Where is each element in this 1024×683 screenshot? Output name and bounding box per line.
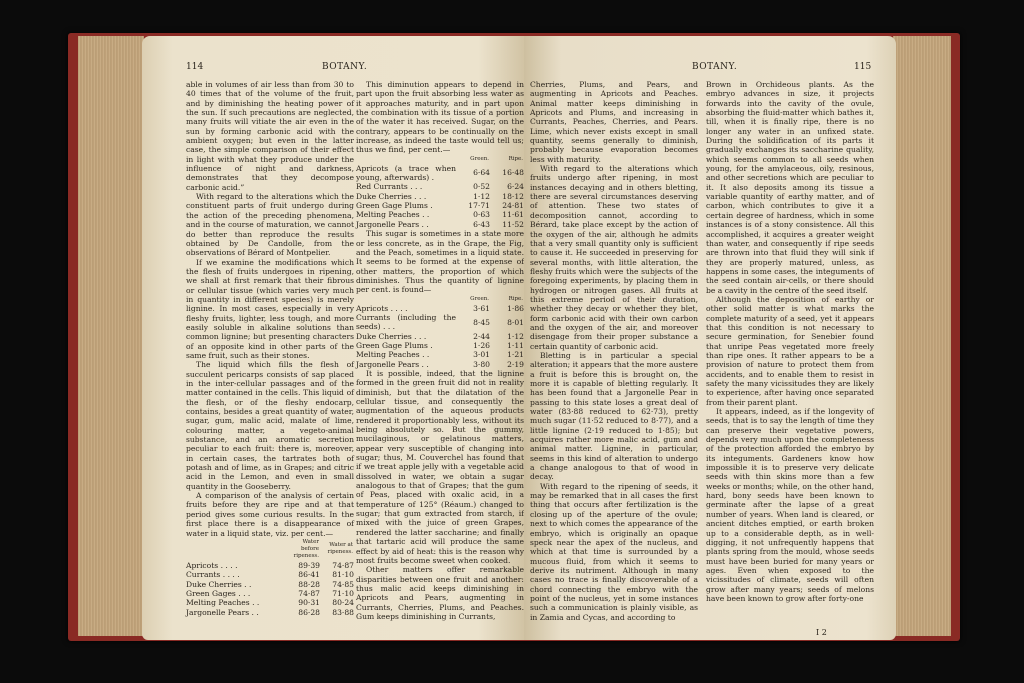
table-cell: 0·52: [473, 182, 490, 192]
table-cell: 6·64: [473, 168, 490, 178]
table-row: [356, 192, 524, 201]
paragraph: With regard to the alterations which fruits undergo after ripening, in most instances decaying and in others bletting, there are several circumstances deserving of attention. These two states of decomposition cannot, according to Bérard, take place except by the action of the oxygen of the air, although he admits that a very small quantity only is sufficient to cause it. He succeeded in preserving for several months, with little alteration, the fleshy fruits which were the subjects of the foregoing experiments, by placing them in hydrogen or nitrogen gases. All fruits at this extreme period of their duration, whether they decay or whether they blet, form carbonic acid with their own carbon and the oxygen of the air, and moreover disengage from their proper substance a certain quantity of carbonic acid.: [530, 164, 698, 351]
water-table: [186, 538, 354, 617]
table-cell: 81·10: [332, 570, 354, 580]
paragraph: Other matters offer remarkable disparities between one fruit and another: thus malic acid keeps diminishing in Apricots and Pears, augmenting in Currants, Cherries, Plums, and Peaches. Gum keeps diminishing in Currants,: [356, 565, 524, 621]
table-cell: 11·52: [502, 219, 524, 229]
table-row: [186, 561, 354, 570]
table-row: [356, 341, 524, 350]
table-cell: 1·12: [507, 331, 524, 341]
paragraph: It is possible, indeed, that the lignine formed in the green fruit did not in reality diminish, but that the dilatation of the cellular tissue, and consequently the augmentation of the aqueous products rendered it proportionably less, without its being absolutely so. But the gummy, mucilaginous, or gelatinous matters, appear very susceptible of changing into sugar; thus, M. Couverchel has found that if we treat apple jelly with a vegetable acid dissolved in water, we obtain a sugar analogous to that of Grapes; that the gum of Peas, placed with oxalic acid, in a temperature of 125° (Réaum.) changed to sugar; that gum extracted from starch, if mixed with the juice of green Grapes, rendered the latter saccharine; and finally that tartaric acid will produce the same effect by aid of heat: this is the reason why most fruits become sweet when cooked.: [356, 368, 524, 565]
table-cell: Apricots . . . .: [186, 560, 238, 570]
left-column-2: [356, 80, 524, 621]
table-row: [356, 350, 524, 359]
table-row: [356, 332, 524, 341]
table-row: [186, 580, 354, 589]
paragraph: With regard to the alterations which the constituent parts of fruit undergo during the action of the preceding phenomena, and in the course of maturation, we cannot do better than reproduce the results obtained by De Candolle, from the observations of Bérard of Montpelier.: [186, 192, 354, 258]
table-cell: Green Gages . . .: [186, 588, 251, 598]
table-cell: Green Gage Plums .: [356, 201, 433, 211]
table-row: [356, 164, 524, 183]
sugar-table: [356, 155, 524, 229]
table-cell: 17·71: [468, 201, 490, 211]
paragraph: With regard to the ripening of seeds, it may be remarked that in all cases the first thing that occurs after fertilization is the closing up of the aperture of the ovule; next to which comes the appearance of the embryo, which is originally an opaque speck near the apex of the nucleus, and which at that time is surrounded by a mucous fluid, from which it seems to derive its nutriment. Although in many cases no trace is finally discoverable of a chord connecting the embryo with the point of the nucleus, yet in some instances such a communication is plainly visible, as in Zamia and Cycas, and according to: [530, 481, 698, 622]
table-row: [356, 210, 524, 219]
table-header: Green.: [470, 155, 489, 162]
table-cell: 89·39: [298, 560, 320, 570]
paragraph: A comparison of the analysis of certain fruits before they are ripe and at that period gives some curious results. In the first place there is a disappearance of water in a liquid state, viz. per cent.—: [186, 491, 354, 538]
left-column-1: [186, 80, 354, 617]
paragraph: Cherries, Plums, and Pears, and augmenting in Apricots and Peaches. Animal matter keeps diminishing in Apricots and Plums, and increasing in Currants, Peaches, Cherries, and Pears. Lime, which never exists except in small quantity, seems generally to diminish, probably because evaporation becomes less with maturity.: [530, 80, 698, 164]
table-cell: Currants . . . .: [186, 570, 240, 580]
table-header: Green.: [470, 295, 489, 302]
table-cell: 2·19: [507, 359, 524, 369]
table-row: [356, 220, 524, 229]
table-cell: Jargonelle Pears . .: [356, 219, 429, 229]
table-cell: 18·12: [502, 191, 524, 201]
paragraph: This diminution appears to depend in part upon the fruit absorbing less water as it approaches maturity, and in part upon the combination with its tissue of a portion of the water it has received. Sugar, on the contrary, appears to be continually on the increase, as indeed the taste would tell us; thus we find, per cent.—: [356, 80, 524, 155]
table-row: [186, 570, 354, 579]
table-header: Ripe.: [508, 295, 523, 302]
table-cell: 74·85: [332, 579, 354, 589]
table-cell: 3·80: [473, 359, 490, 369]
paragraph: Brown in Orchideous plants. As the embryo advances in size, it projects forwards into the cavity of the ovule, absorbing the fluid-matter which bathes it, till, when it is finally ripe, there is no longer any water in an unfixed state. During the solidification of its parts it gradually exchanges its saccharine quality, which seems common to all seeds when young, for the amylaceous, oily, resinous, and other secretions which are peculiar to it. It also deposits among its tissue a variable quantity of earthy matter, and of carbon, which contributes to give it a certain degree of hardness, which in some instances is of a stony consistence. All this accomplished, it acquires a greater weight than water, and consequently if ripe seeds are thrown into that fluid they will sink if they are properly matured, unless, as happens in some cases, the integuments of the seed contain air-cells, or there should be a cavity in the centre of the seed itself.: [706, 80, 874, 295]
running-head: BOTANY.: [692, 62, 738, 72]
table-cell: Melting Peaches . .: [356, 210, 430, 220]
table-cell: 24·81: [502, 201, 524, 211]
table-cell: Duke Cherries . .: [186, 579, 252, 589]
table-cell: 6·24: [507, 182, 524, 192]
table-cell: Red Currants . . .: [356, 182, 423, 192]
table-cell: 16·48: [502, 168, 524, 178]
table-cell: 74·87: [332, 560, 354, 570]
paragraph: Although the deposition of earthy or other solid matter is what marks the complete maturity of a seed, yet it appears that this condition is not necessary to secure germination, for Senebier found that unripe Peas vegetated more freely than ripe ones. It rather appears to be a provision of nature to protect them from accidents, and to enable them to resist in safety the many vicissitudes they are likely to experience, after having once separated from their parent plant.: [706, 294, 874, 407]
table-cell: Currants (including the seeds) . . .: [356, 312, 456, 332]
table-cell: 2·44: [473, 331, 490, 341]
page-number: 114: [186, 62, 204, 72]
table-row: [186, 589, 354, 598]
table-cell: Melting Peaches . .: [356, 350, 430, 360]
table-cell: 8·01: [507, 317, 524, 327]
table-row: [356, 201, 524, 210]
table-cell: 3·01: [473, 350, 490, 360]
table-cell: 80·24: [332, 598, 354, 608]
page-edges-left: [78, 36, 144, 636]
lignine-table: [356, 295, 524, 369]
paragraph: It appears, indeed, as if the longevity of seeds, that is to say the length of time they can preserve their vegetative powers, depends very much upon the completeness of the protection afforded the embryo by its integuments. Gardeners know how impossible it is to preserve very delicate seeds with thin skins more than a few weeks or months; while, on the other hand, hard, bony seeds have been known to germinate after the lapse of a great number of years. When land is cleared, or ancient ditches emptied, or earth broken up to a considerable depth, as in well-digging, it not unfrequently happens that plants spring from the mould, whose seeds must have been buried for many years or ages. Even when exposed to the vicissitudes of climate, seeds will often grow after many years; seeds of melons have been known to grow after forty-one: [706, 407, 874, 603]
table-cell: Jargonelle Pears . .: [356, 359, 429, 369]
table-row: [186, 598, 354, 607]
table-row: [356, 360, 524, 369]
table-cell: 6·43: [473, 219, 490, 229]
right-page: [524, 36, 896, 640]
table-cell: Melting Peaches . .: [186, 598, 260, 608]
table-cell: 1·12: [473, 191, 490, 201]
table-header: Water at ripeness.: [327, 542, 353, 556]
table-cell: 86·28: [298, 607, 320, 617]
table-header: Ripe.: [508, 155, 523, 162]
signature-mark: I 2: [816, 628, 827, 637]
table-cell: Duke Cherries . . .: [356, 191, 427, 201]
table-cell: 11·61: [502, 210, 524, 220]
table-row: [356, 313, 524, 332]
table-cell: 71·10: [332, 588, 354, 598]
table-header: Water before ripeness.: [293, 538, 319, 559]
right-column-1: [530, 80, 698, 622]
table-cell: 74·87: [298, 588, 320, 598]
table-row: [186, 608, 354, 617]
page-edges-right: [893, 36, 951, 636]
table-cell: 90·31: [298, 598, 320, 608]
table-cell: Jargonelle Pears . .: [186, 607, 259, 617]
table-cell: 83·88: [332, 607, 354, 617]
table-cell: 0·63: [473, 210, 490, 220]
page-number: 115: [854, 62, 872, 72]
table-cell: 1·21: [507, 350, 524, 360]
table-cell: Duke Cherries . . .: [356, 331, 427, 341]
table-cell: 3·61: [473, 303, 490, 313]
table-cell: 1·86: [507, 303, 524, 313]
paragraph: Bletting is in particular a special alteration; it appears that the more austere a fruit is before this is brought on, the more it is capable of bletting regularly. It has been found that a Jargonelle Pear in passing to this state loses a great deal of water (83·88 reduced to 62·73), pretty much sugar (11·52 reduced to 8·77), and a little lignine (2·19 reduced to 1·85); but acquires rather more malic acid, gum and animal matter. Lignine, in particular, seems in this kind of alteration to undergo a change analogous to that of wood in decay.: [530, 350, 698, 482]
table-cell: 86·41: [298, 570, 320, 580]
running-head: BOTANY.: [322, 62, 368, 72]
paragraph: The liquid which fills the flesh of succulent pericarps consists of sap placed in the inter-cellular passages and of the matter contained in the cells. This liquid of the flesh, or of the fleshy endocarp, contains, besides a great quantity of water, sugar, gum, malic acid, malate of lime, colouring matter, a vegeto-animal substance, and an aromatic secretion peculiar to each fruit: there is, moreover, in certain cases, the tartrates both of potash and of lime, as in Grapes; and citric acid in the Lemon, and even in small quantity in the Gooseberry.: [186, 360, 354, 491]
right-column-2: [706, 80, 874, 603]
table-row: [356, 304, 524, 313]
paragraph: If we examine the modifications which the flesh of fruits undergoes in ripening, we shall at first remark that their fibrous or cellular tissue (which varies very much in quantity in different species) is merely lignine. In most cases, especially in very fleshy fruits, lighter, less tough, and more easily soluble in alkaline solutions than common lignine; but presenting characters of an opposite kind in other parts of the same fruit, such as their stones.: [186, 257, 354, 360]
table-row: [356, 182, 524, 191]
table-cell: 8·45: [473, 317, 490, 327]
table-cell: 1·26: [473, 340, 490, 350]
table-cell: Apricots . . . .: [356, 303, 408, 313]
table-cell: 88·28: [298, 579, 320, 589]
table-cell: Green Gage Plums .: [356, 340, 433, 350]
paragraph: This sugar is sometimes in a state more or less concrete, as in the Grape, the Fig, and the Peach, sometimes in a liquid state. It seems to be formed at the expense of other matters, the proportion of which diminishes. Thus the quantity of lignine per cent. is found—: [356, 229, 524, 295]
table-cell: 1·11: [507, 340, 524, 350]
left-page: [142, 36, 524, 640]
table-cell: Apricots (a trace when young, afterwards) .: [356, 163, 456, 183]
paragraph: able in volumes of air less than from 30 to 40 times that of the volume of the fruit, and by diminishing the heating power of the sun. If such precautions are neglected, many fruits will vitiate the air even in the sun by forming carbonic acid with the ambient oxygen; but even in the latter case, the simple comparison of their effect in light with what they produce under the influence of night and darkness, demonstrates that they decompose carbonic acid.”: [186, 80, 354, 192]
